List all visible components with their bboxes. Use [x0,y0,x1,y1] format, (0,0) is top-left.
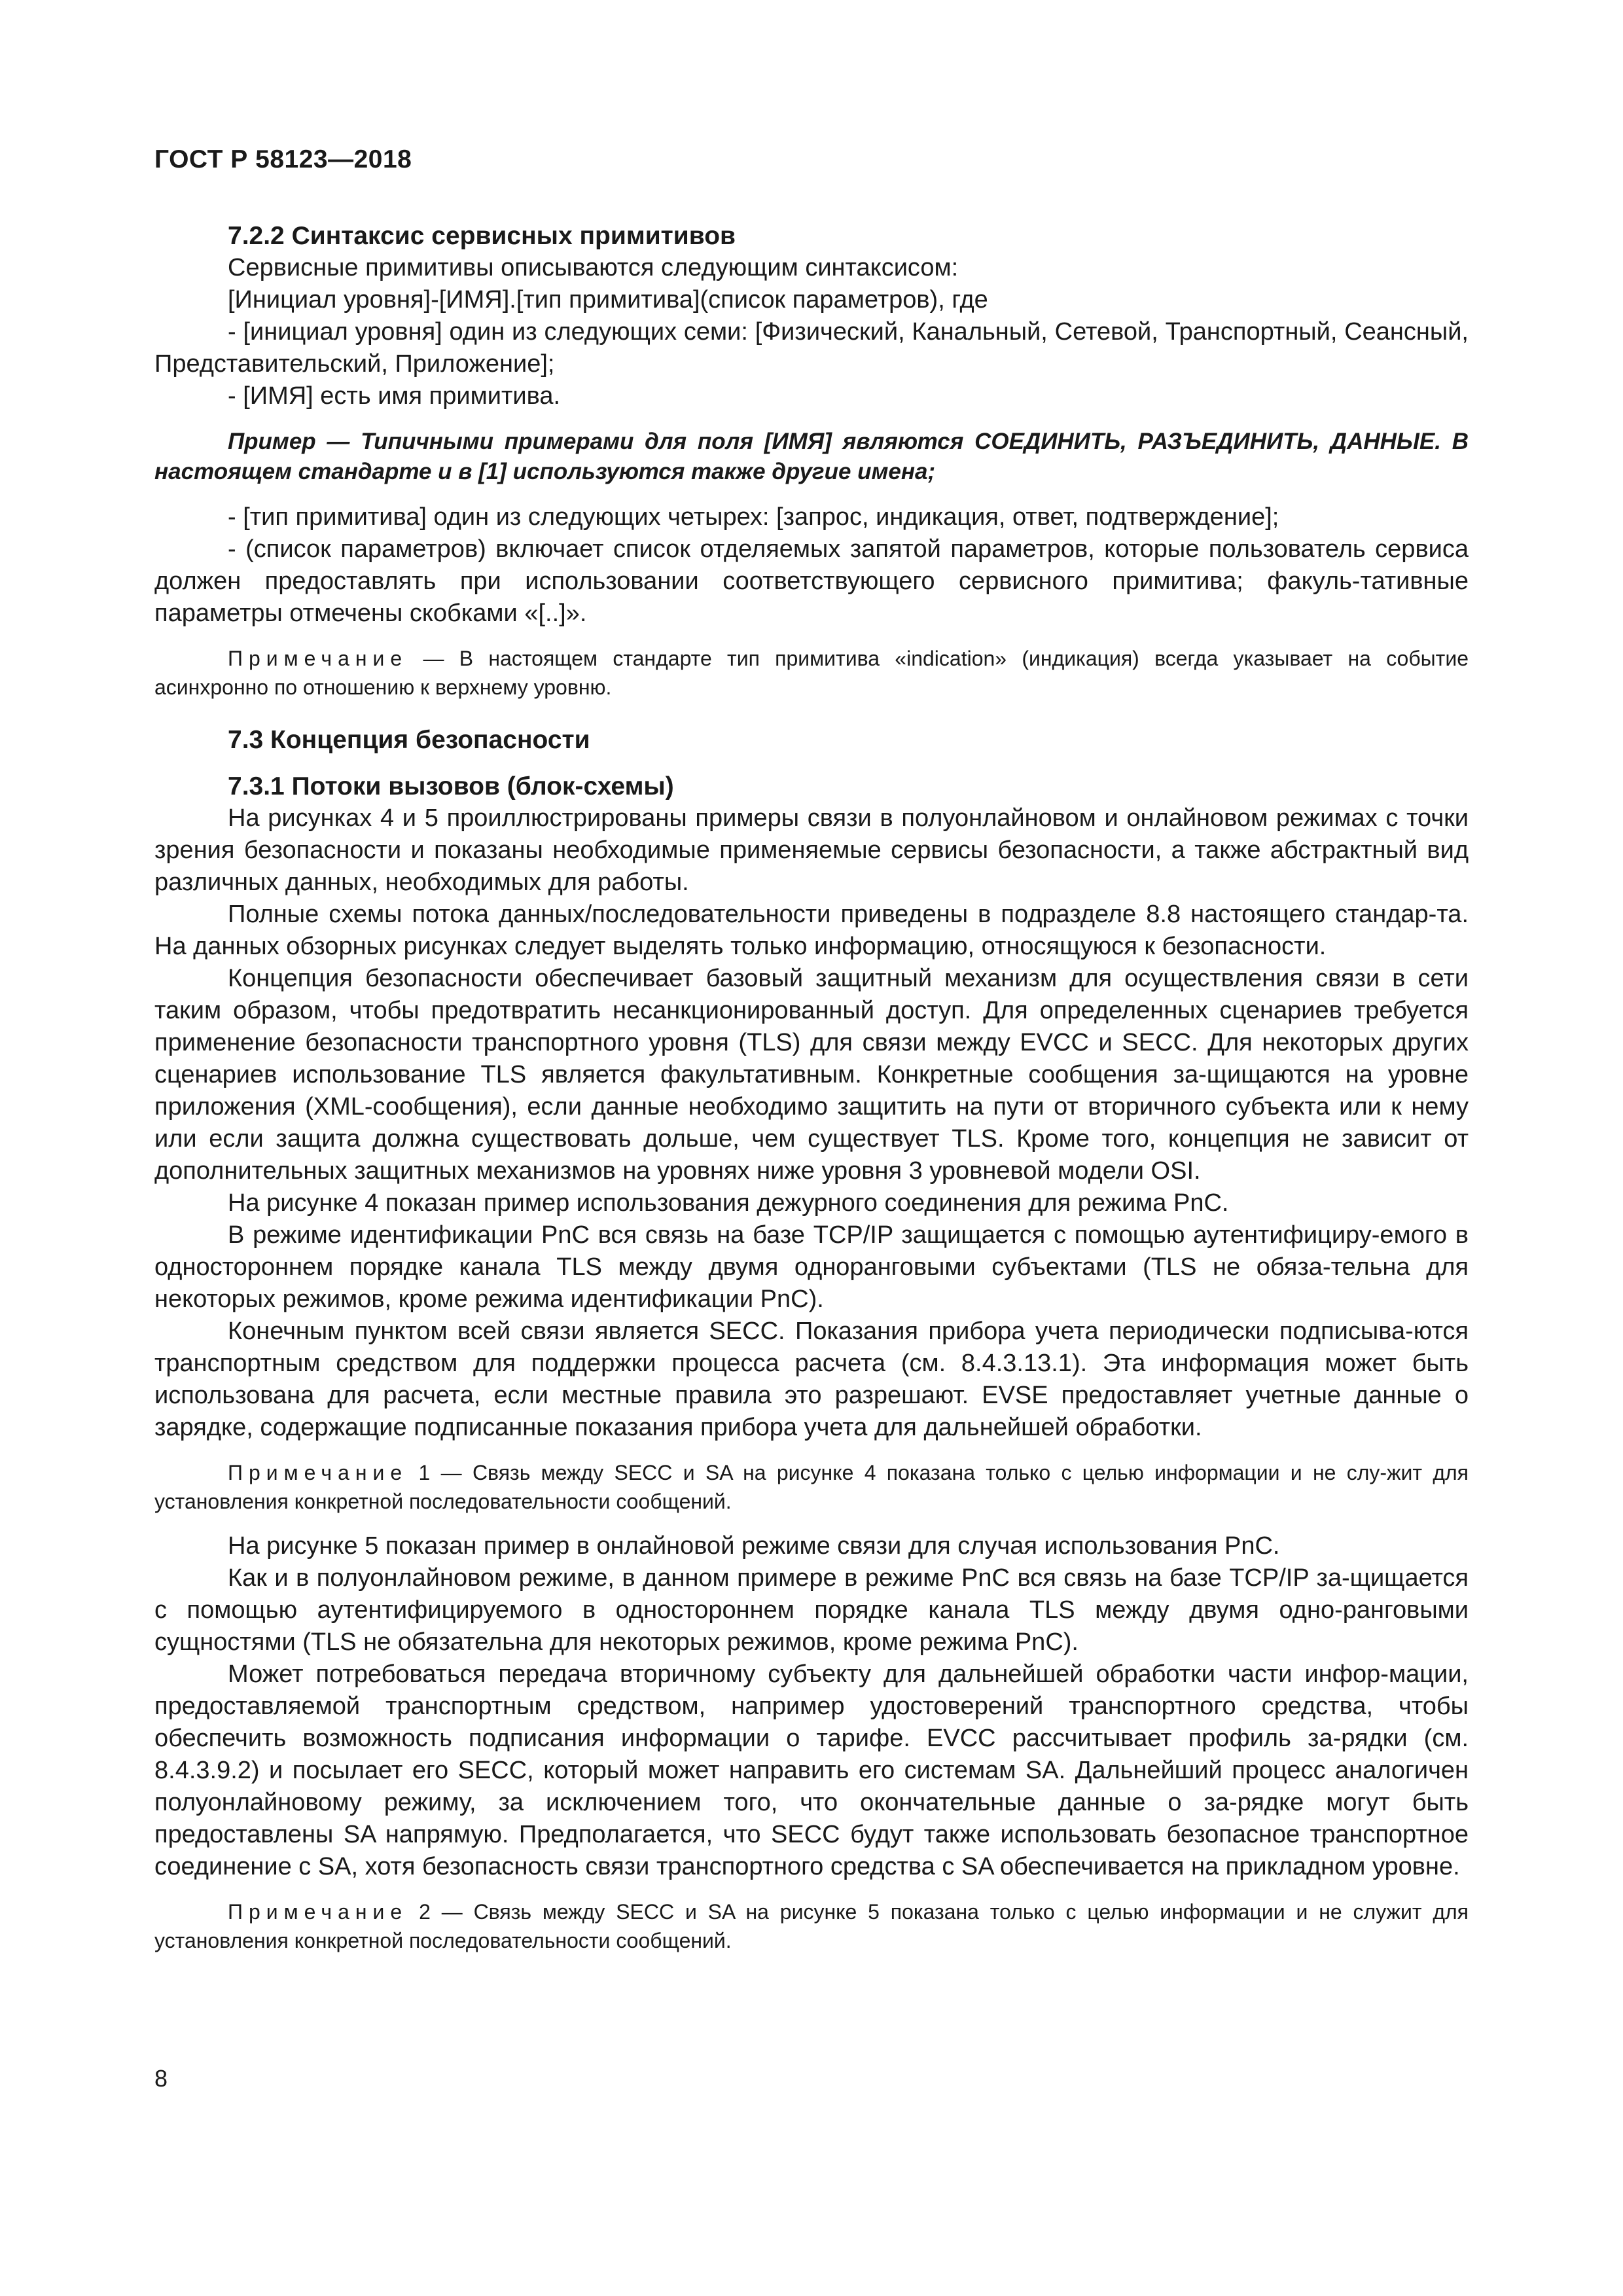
paragraph: [Инициал уровня]-[ИМЯ].[тип примитива](список параметров), где [228,286,988,314]
note [154,644,1469,702]
paragraph: Полные схемы потока данных/последовательности приведены в подразделе 8.8 настоящего стандар-та. На данных обзорных рисунках следует выделять только информацию, относящуюся к безопасности. [154,901,1469,960]
page-content [154,220,1469,1955]
section-7-2-2-heading: 7.2.2 Синтаксис сервисных примитивов [228,222,736,250]
document-header: ГОСТ Р 58123—2018 [154,145,412,173]
note-2 [154,1897,1469,1955]
note-label: Примечание [228,1900,408,1924]
document-page [154,0,1469,2296]
paragraph: Может потребоваться передача вторичному субъекту для дальнейшей обработки части инфор-мации, предоставляемой транспортным средством, например удостоверений транспортного средства, чтобы обеспечить возможность подписания информации о тарифе. EVCC рассчитывает профиль за-рядки (см. 8.4.3.9.2) и посылает его SECC, который может направить его системам SA. Дальнейший процесс аналогичен полуонлайновому режиму, за исключением того, что окончательные данные о за-рядке могут быть предоставлены SA напрямую. Предполагается, что SECC будут также использовать безопасное транспортное соединение с SA, хотя безопасность связи транспортного средства с SA обеспечивается на прикладном уровне. [154,1660,1469,1880]
page-number: 8 [154,2065,168,2092]
paragraph: На рисунке 4 показан пример использования дежурного соединения для режима PnC. [228,1189,1229,1217]
paragraph: Конечным пунктом всей связи является SECC. Показания прибора учета периодически подписыва-ются транспортным средством для поддержки процесса расчета (см. 8.4.3.13.1). Эта информация может быть использована для расчета, если местные правила это разрешают. EVSE предоставляет учетные данные о зарядке, содержащие подписанные показания прибора учета для дальнейшей обработки. [154,1318,1469,1441]
note-label: Примечание [228,1461,408,1484]
paragraph: В режиме идентификации PnC вся связь на базе TCP/IP защищается с помощью аутентифициру-емого в одностороннем порядке канала TLS между двумя одноранговыми субъектами (TLS не обяза-тельна для некоторых режимов, кроме режима идентификации PnC). [154,1221,1469,1313]
example-text: Пример — Типичными примерами для поля [ИМЯ] являются СОЕДИНИТЬ, РАЗЪЕДИНИТЬ, ДАННЫЕ. В настоящем стандарте и в [1] используются также другие имена; [154,429,1469,484]
note-label: Примечание [228,647,408,670]
paragraph: На рисунках 4 и 5 проиллюстрированы примеры связи в полуонлайновом и онлайновом режимах с точки зрения безопасности и показаны необходимые применяемые сервисы безопасности, а также абстрактный вид различных данных, необходимых для работы. [154,804,1469,896]
paragraph: На рисунке 5 показан пример в онлайновой режиме связи для случая использования PnC. [228,1532,1280,1560]
list-item: - [тип примитива] один из следующих четырех: [запрос, индикация, ответ, подтверждение]; [228,503,1279,531]
paragraph: Сервисные примитивы описываются следующим синтаксисом: [228,254,959,281]
note-1 [154,1458,1469,1516]
section-7-3-heading: 7.3 Концепция безопасности [228,726,590,754]
note-text: 2 — Связь между SECC и SA на рисунке 5 показана только с целью информации и не служит для установления конкретной последовательности сообщений. [154,1900,1469,1952]
list-item: - (список параметров) включает список отделяемых запятой параметров, которые пользователь сервиса должен предоставлять при использовании соответствующего сервисного примитива; факуль-тативные параметры отмечены скобками «[..]». [154,535,1469,627]
list-item: - [инициал уровня] один из следующих семи: [Физический, Канальный, Сетевой, Транспортный, Сеансный, Представительский, Приложение]; [154,318,1469,378]
note-text: 1 — Связь между SECC и SA на рисунке 4 показана только с целью информации и не слу-жит для установления конкретной последовательности сообщений. [154,1461,1469,1513]
section-7-3-1-heading: 7.3.1 Потоки вызовов (блок-схемы) [228,772,674,800]
note-text: — В настоящем стандарте тип примитива «indication» (индикация) всегда указывает на событие асинхронно по отношению к верхнему уровню. [154,647,1469,699]
paragraph: Как и в полуонлайновом режиме, в данном примере в режиме PnC вся связь на базе TCP/IP за-щищается с помощью аутентифицируемого в одностороннем порядке канала TLS между двумя одно-ранговыми сущностями (TLS не обязательна для некоторых режимов, кроме режима PnC). [154,1564,1469,1656]
paragraph: Концепция безопасности обеспечивает базовый защитный механизм для осуществления связи в сети таким образом, чтобы предотвратить несанкционированный доступ. Для определенных сценариев требуется применение безопасности транспортного уровня (TLS) для связи между EVCC и SECC. Для некоторых других сценариев использование TLS является факультативным. Конкретные сообщения за-щищаются на уровне приложения (XML-сообщения), если данные необходимо защитить на пути от вторичного субъекта или к нему или если защита должна существовать дольше, чем существует TLS. Кроме того, концепция не зависит от дополнительных защитных механизмов на уровнях ниже уровня 3 уровневой модели OSI. [154,965,1469,1185]
list-item: - [ИМЯ] есть имя примитива. [228,382,561,410]
